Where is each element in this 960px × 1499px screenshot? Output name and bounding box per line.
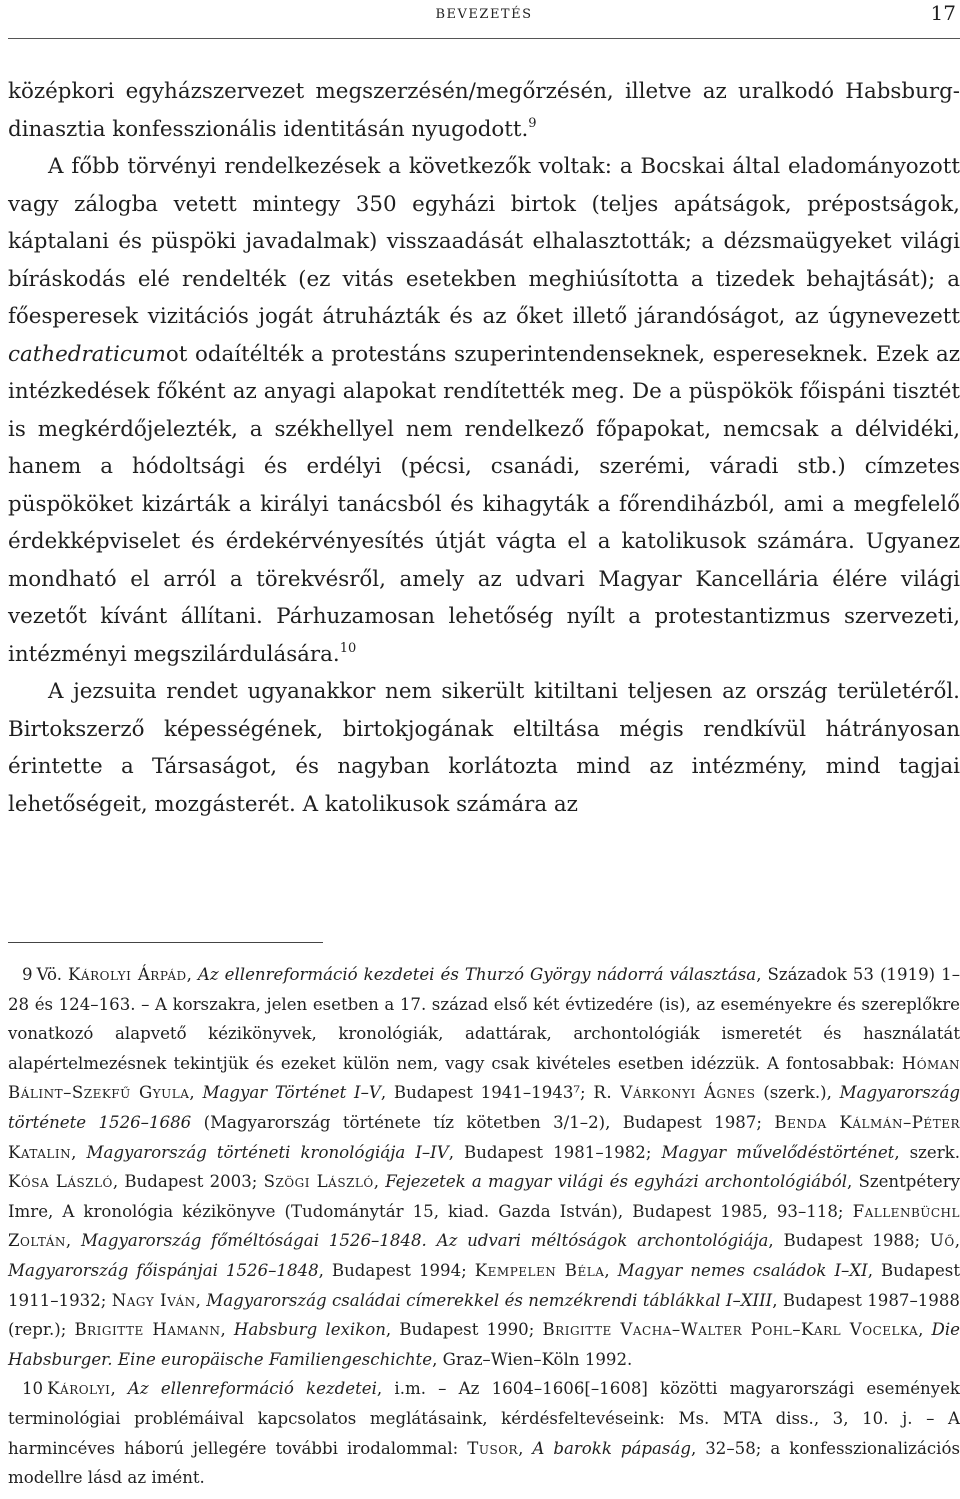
footnote-separator xyxy=(8,942,323,943)
fn9-title: Magyarország főméltóságai 1526–1848. Az udvari méltóságok archontológiája xyxy=(80,1231,769,1251)
fn9-text: , xyxy=(220,1320,234,1340)
fn9-author: Hóman Bálint–Szekfű Gyula xyxy=(8,1053,960,1103)
fn9-text: (Magyarország története tíz kötetben 3/1–2), Budapest 1987; xyxy=(191,1112,775,1132)
footnote-ref-9: 9 xyxy=(528,115,537,131)
fn9-title: Az ellenreformáció kezdetei és Thurzó György nádorrá választása xyxy=(197,965,757,984)
fn9-title: Magyarország története 1526–1686 xyxy=(8,1083,960,1132)
footnote-10 xyxy=(8,1374,960,1492)
fn9-text: , Budapest 1988; xyxy=(768,1231,930,1251)
fn9-author: Kósa László xyxy=(8,1172,113,1192)
fn9-text: , Budapest 2003; xyxy=(112,1172,264,1192)
fn9-title: Habsburg lexikon xyxy=(233,1320,386,1340)
footnote-ref-10: 10 xyxy=(339,640,357,656)
fn10-text: , i.m. – Az 1604–1606[–1608] közötti magyarországi események terminológiai problémáival kapcsolatos meglátásaink, kérdésfeltevéseink: Ms. MTA diss., 3, 10. j. – A harmincéves háború jellegére további irodalommal: xyxy=(8,1379,960,1458)
paragraph-2-text-b: ot odaítélték a protestáns szuperintendenseknek, espereseknek. Ezek az intézkedések főként az anyagi alapokat rendítették meg. De a püspökök főispáni tisztét is megkérdőjelezték, a székhellyel nem rendelkező főpapokat, nemcsak a délvidéki, hanem a hódoltsági és erdélyi (pécsi, csanádi, szerémi, váradi stb.) címzetes püspököket kizárták a királyi tanácsból és kihagyták a főrendiházból, ami a megfelelő érdekképviselet és érdekérvényesítés útját vágta el a katolikusok számára. Ugyanez mondható el arról a törekvésről, amely az udvari Magyar Kancellária élére világi vezetőt kívánt állítani. Párhuzamosan lehetőség nyílt a protestantizmus szervezeti, intézményi megszilárdulására. xyxy=(8,341,960,667)
fn9-text: , xyxy=(954,1231,960,1251)
fn9-title: Magyarország családai címerekkel és nemzékrendi táblákkal I–XIII xyxy=(206,1290,773,1310)
paragraph-1-text: középkori egyházszervezet megszerzésén/megőrzésén, illetve az uralkodó Habsburg-dinasztia konfesszionális identitásán nyugodott. xyxy=(8,79,960,142)
paragraph-2-text-a: A főbb törvényi rendelkezések a következők voltak: a Bocskai által eladományozott vagy zálogba vetett mintegy 350 egyházi birtok (teljes apátságok, prépostságok, káptalani és püspöki javadalmak) visszaadását elhalasztották; a dézsmaügyeket világi bíráskodás elé rendelték (ez vitás esetekben meghiúsította a tizedek behajtását); a főesperesek vizitációs jogát átruházták és az őket illető járandóságot, az úgynevezett xyxy=(8,154,960,329)
fn9-text: , Budapest 1941–1943⁷; xyxy=(380,1083,594,1103)
fn9-title: Magyarország történeti kronológiája I–IV xyxy=(86,1142,449,1162)
running-header xyxy=(8,0,960,39)
footnotes xyxy=(8,960,960,1493)
paragraph-2-italic-term: cathedraticum xyxy=(8,341,166,367)
footnote-10-number: 10 xyxy=(22,1379,44,1399)
fn10-title: Az ellenreformáció kezdetei xyxy=(127,1379,377,1399)
fn9-title: Die Habsburger. Eine europäische Familiengeschichte xyxy=(8,1320,960,1369)
fn10-text: , xyxy=(110,1379,128,1399)
fn9-text: , xyxy=(918,1320,932,1340)
fn9-author: Nagy Iván xyxy=(111,1290,196,1310)
fn10-title: A barokk pápaság xyxy=(532,1438,691,1458)
footnote-9 xyxy=(8,960,960,1374)
fn9-text: , xyxy=(186,965,198,984)
fn9-text: , Budapest 1911–1932; xyxy=(8,1260,960,1310)
fn9-author: Benda Kálmán–Péter Katalin xyxy=(8,1112,960,1162)
fn9-text: , szerk. xyxy=(894,1142,960,1162)
fn10-text: , xyxy=(518,1438,533,1458)
paragraph-2 xyxy=(8,148,960,673)
fn9-text: , Budapest 1987–1988 (repr.); xyxy=(8,1290,960,1340)
fn9-author: Szögi László xyxy=(263,1172,374,1192)
running-title: bevezetés xyxy=(435,2,533,23)
fn9-text: , xyxy=(604,1260,618,1280)
fn9-text: , xyxy=(71,1142,87,1162)
fn9-author: Uő xyxy=(929,1231,955,1251)
fn9-title: Magyar nemes családok I–XI xyxy=(617,1260,868,1280)
fn9-text: , Századok 53 (1919) 1–28 és 124–163. – A korszakra, jelen esetben a 17. század első két évtizedére (is), az eseményekre és szereplőkre vonatkozó alapvető kézikönyvek, kronológiák, adattárak, archontológiák ismeretét és használatát alapértelmezésnek tekintjük és ezeket külön nem, vagy csak kivételes esetben idézzük. A fontosabbak: xyxy=(8,965,960,1073)
fn9-author: Fallenbüchl Zoltán xyxy=(8,1201,960,1251)
fn9-title: Fejezetek a magyar világi és egyházi archontológiából xyxy=(385,1172,847,1192)
paragraph-3 xyxy=(8,673,960,823)
fn9-text: , xyxy=(373,1172,386,1192)
fn9-text: , xyxy=(65,1231,81,1251)
fn9-author: Károlyi Árpád xyxy=(68,965,187,984)
fn10-author: Tusor xyxy=(467,1438,519,1458)
page-number: 17 xyxy=(930,1,956,25)
fn9-text: , Budapest 1981–1982; xyxy=(448,1142,662,1162)
fn9-author: R. Várkonyi Ágnes xyxy=(593,1083,756,1103)
fn9-author: Brigitte Vacha–Walter Pohl–Karl Vocelka xyxy=(542,1320,919,1340)
fn9-title: Magyarország főispánjai 1526–1848 xyxy=(8,1260,319,1280)
fn9-text: , Graz–Wien–Köln 1992. xyxy=(432,1349,633,1369)
fn9-author: Brigitte Hamann xyxy=(74,1320,221,1340)
fn9-text: Vö. xyxy=(36,965,69,984)
fn9-text: , Budapest 1994; xyxy=(318,1260,475,1280)
fn9-text: , Budapest 1990; xyxy=(385,1320,543,1340)
fn9-author: Kempelen Béla xyxy=(474,1260,605,1280)
paragraph-3-text: A jezsuita rendet ugyanakkor nem sikerült kitiltani teljesen az ország területéről. Birtokszerző képességének, birtokjogának eltiltása mégis rendkívül hátrányosan érintette a Társaságot, és nagyban korlátozta mind az intézmény, mind tagjai lehetőségeit, mozgásterét. A katolikusok számára az xyxy=(8,679,960,817)
paragraph-1 xyxy=(8,73,960,148)
fn10-text: , 32–58; a konfesszionalizációs modellre lásd az imént. xyxy=(8,1438,960,1488)
fn9-title: Magyar Történet I–V xyxy=(202,1083,381,1103)
fn9-text: , xyxy=(189,1083,203,1103)
fn9-text: , xyxy=(195,1290,207,1310)
fn9-title: Magyar művelődéstörténet xyxy=(661,1142,895,1162)
main-text xyxy=(8,73,960,823)
fn9-text: (szerk.), xyxy=(755,1083,840,1103)
fn9-text: , Szentpétery Imre, A kronológia kézikönyve (Tudománytár 15, kiad. Gazda István), Budapest 1985, 93–118; xyxy=(8,1172,960,1221)
footnote-9-number: 9 xyxy=(22,965,33,984)
fn10-author: Károlyi xyxy=(47,1379,111,1399)
